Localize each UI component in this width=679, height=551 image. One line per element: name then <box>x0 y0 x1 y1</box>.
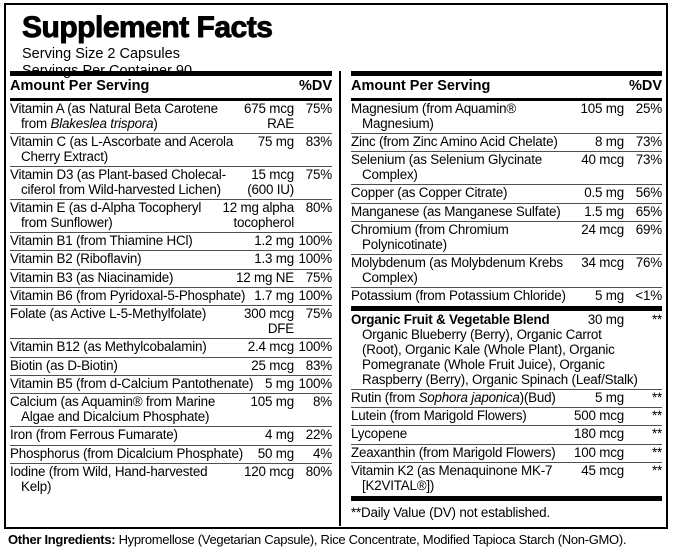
nutrient-name <box>351 153 577 183</box>
nutrient-dv: 73% <box>635 152 662 168</box>
nutrient-amount <box>581 102 624 117</box>
nutrient-name-text: Vitamin B12 (as Methylcobalamin) <box>10 339 207 355</box>
nutrient-amount-line1: 100 mcg <box>574 444 624 460</box>
nutrient-name <box>10 395 247 425</box>
nutrient-name <box>351 186 580 201</box>
nutrient-amount-line1: 5 mg <box>595 288 624 304</box>
nutrient-name-text: Vitamin D3 (as Plant-based Cholecal-ciferol from Wild-harvested Lichen) <box>10 166 226 197</box>
column-header <box>10 76 332 98</box>
nutrient-name-text: Zeaxanthin (from Marigold Flowers) <box>351 444 556 460</box>
nutrient-amount <box>595 289 624 304</box>
dv-header-label: %DV <box>298 78 332 94</box>
nutrient-row <box>10 232 332 250</box>
nutrient-amount-line1: 40 mcg <box>581 152 624 168</box>
nutrient-name <box>10 447 254 462</box>
nutrient-amount-line1: 34 mcg <box>581 254 624 270</box>
nutrient-dv: 80% <box>305 200 332 216</box>
nutrient-name <box>351 256 577 286</box>
nutrient-amount-line1: 2.4 mcg <box>247 339 294 355</box>
nutrient-dv: 83% <box>305 357 332 373</box>
nutrient-dv: ** <box>651 444 662 460</box>
nutrient-amount-line2: RAE <box>267 115 294 131</box>
nutrient-name-text: Vitamin A (as Natural Beta Carotene from <box>10 100 218 131</box>
nutrient-name <box>10 340 244 355</box>
nutrient-row <box>351 101 662 133</box>
nutrient-name <box>10 307 240 322</box>
nutrient-amount-line1: 12 mg NE <box>236 269 294 285</box>
nutrient-dv: 22% <box>305 427 332 443</box>
nutrient-dv: 25% <box>635 100 662 116</box>
nutrient-amount <box>584 186 624 201</box>
nutrient-amount-line1: 300 mcg <box>244 306 294 322</box>
nutrient-amount-line1: 675 mcg <box>244 100 294 116</box>
nutrient-row <box>351 425 662 443</box>
nutrient-amount-line1: 180 mcg <box>574 426 624 442</box>
nutrient-amount <box>574 446 624 461</box>
nutrient-row <box>10 287 332 305</box>
left-column <box>10 71 332 526</box>
nutrient-amount <box>574 427 624 442</box>
nutrient-amount-line2: (600 IU) <box>247 181 294 197</box>
other-ingredients-label: Other Ingredients: <box>8 532 116 547</box>
nutrient-row <box>10 463 332 496</box>
nutrient-name-text: Copper (as Copper Citrate) <box>351 185 508 201</box>
nutrient-name-suffix: ) <box>153 115 158 131</box>
nutrient-name-text: Vitamin B1 (from Thiamine HCl) <box>10 233 193 249</box>
nutrient-name <box>10 234 250 249</box>
nutrient-amount <box>248 340 294 355</box>
nutrient-amount <box>251 395 294 410</box>
nutrient-amount <box>254 289 294 304</box>
nutrient-name-text: Vitamin C (as L-Ascorbate and Acerola Cherry Extract) <box>10 133 234 164</box>
nutrient-dv: 100% <box>298 339 332 355</box>
nutrient-name <box>10 377 261 392</box>
nutrient-name-text: Vitamin B6 (from Pyridoxal-5-Phosphate) <box>10 288 246 304</box>
nutrient-name <box>10 102 240 132</box>
nutrient-name-text: Folate (as Active L-5-Methylfolate) <box>10 306 207 322</box>
nutrient-name <box>351 135 591 150</box>
nutrient-row <box>351 254 662 287</box>
nutrient-row <box>10 133 332 166</box>
nutrient-dv: 100% <box>298 288 332 304</box>
nutrient-amount-line1: 105 mg <box>580 100 624 116</box>
nutrient-row <box>351 151 662 184</box>
dv-header-label: %DV <box>628 78 662 94</box>
nutrient-dv: 75% <box>305 100 332 116</box>
nutrient-row <box>10 393 332 426</box>
nutrient-row <box>10 199 332 232</box>
nutrient-amount <box>236 271 294 286</box>
nutrient-row <box>10 101 332 133</box>
nutrient-amount <box>254 252 294 267</box>
nutrient-name <box>10 289 250 304</box>
nutrient-amount <box>584 205 624 220</box>
nutrient-name <box>351 427 570 442</box>
nutrient-amount <box>247 168 294 198</box>
nutrient-dv: 4% <box>313 445 332 461</box>
nutrient-dv: <1% <box>635 288 662 304</box>
nutrient-name-text: Iron (from Ferrous Fumarate) <box>10 427 178 443</box>
nutrient-amount-line1: 45 mcg <box>581 463 624 479</box>
nutrient-rows-group <box>351 101 662 306</box>
nutrient-name <box>10 428 261 443</box>
nutrient-dv: 100% <box>298 233 332 249</box>
nutrient-amount <box>258 135 294 150</box>
nutrient-row <box>10 166 332 199</box>
nutrient-row <box>351 312 662 388</box>
nutrient-name-text: Molybdenum (as Molybdenum Krebs Complex) <box>351 254 563 285</box>
nutrient-name <box>10 359 247 374</box>
nutrient-name <box>10 135 254 165</box>
nutrient-row <box>10 426 332 444</box>
nutrient-name <box>351 446 570 461</box>
nutrient-row <box>351 221 662 254</box>
nutrient-name-text: Magnesium (from Aquamin® Magnesium) <box>351 100 517 131</box>
nutrient-dv: 75% <box>305 306 332 322</box>
nutrient-name-italic: Blakeslea trispora <box>50 115 154 131</box>
nutrient-name-text: Manganese (as Manganese Sulfate) <box>351 203 561 219</box>
nutrient-name-text: Vitamin B5 (from d-Calcium Pantothenate) <box>10 376 254 392</box>
nutrient-dv: 80% <box>305 464 332 480</box>
nutrient-row <box>351 287 662 305</box>
nutrient-amount <box>581 464 624 479</box>
nutrient-name-text: Vitamin E (as d-Alpha Tocopheryl from Sunflower) <box>10 200 202 230</box>
nutrient-amount-line1: 50 mg <box>257 445 294 461</box>
nutrient-name <box>351 464 577 494</box>
separator-bar <box>351 496 662 501</box>
separator-bar <box>351 306 662 311</box>
nutrient-row <box>10 269 332 287</box>
nutrient-dv: 73% <box>635 133 662 149</box>
nutrient-rows-group <box>10 101 332 496</box>
nutrient-name <box>351 313 584 328</box>
nutrient-name-text: Vitamin B2 (Riboflavin) <box>10 251 142 267</box>
nutrient-row <box>10 445 332 463</box>
nutrient-amount <box>581 223 624 238</box>
nutrient-amount-line1: 4 mg <box>265 427 294 443</box>
blend-ingredients: Organic Blueberry (Berry), Organic Carrot (Root), Organic Kale (Whole Plant), Organic Pomegranate (Whole Fruit Juice), Organic Raspberry (Berry), Organic Spinach (Leaf/Stalk) <box>362 327 638 387</box>
nutrient-name <box>10 271 232 286</box>
nutrient-amount-line1: 25 mcg <box>251 357 294 373</box>
column-header <box>351 76 662 98</box>
nutrient-name <box>351 205 580 220</box>
nutrient-dv: 65% <box>635 203 662 219</box>
nutrient-amount <box>581 256 624 271</box>
nutrient-name-text: Zinc (from Zinc Amino Acid Chelate) <box>351 133 558 149</box>
nutrient-amount-line1: 1.7 mg <box>254 288 294 304</box>
nutrient-amount-line1: 75 mg <box>257 133 294 149</box>
nutrient-name-text: Chromium (from Chromium Polynicotinate) <box>351 221 509 252</box>
nutrient-amount <box>244 465 294 480</box>
nutrient-dv: 76% <box>635 254 662 270</box>
nutrient-name-text: Calcium (as Aquamin® from Marine Algae and Dicalcium Phosphate) <box>10 394 216 425</box>
nutrient-row <box>351 133 662 151</box>
nutrient-amount-line1: 1.2 mg <box>254 233 294 249</box>
nutrient-row <box>10 305 332 338</box>
nutrient-amount-line1: 120 mcg <box>244 464 294 480</box>
nutrient-amount-line1: 1.5 mg <box>584 203 624 219</box>
nutrient-name-text: Selenium (as Selenium Glycinate Complex) <box>351 152 543 182</box>
nutrient-dv: 83% <box>305 133 332 149</box>
nutrient-name <box>10 252 250 267</box>
nutrient-row <box>351 407 662 425</box>
nutrient-name <box>10 465 240 495</box>
nutrient-dv: 100% <box>298 376 332 392</box>
panel-title: Supplement Facts <box>22 11 273 44</box>
nutrient-amount <box>265 428 294 443</box>
nutrient-name-text: Lycopene <box>351 426 407 442</box>
nutrient-name-italic: Sophora japonica <box>418 389 520 405</box>
nutrient-amount <box>265 377 294 392</box>
nutrient-amount <box>588 313 624 328</box>
nutrient-amount <box>581 153 624 168</box>
column-divider <box>339 71 341 526</box>
nutrient-row <box>10 375 332 393</box>
nutrient-row <box>10 338 332 356</box>
nutrient-name-text: Phosphorus (from Dicalcium Phosphate) <box>10 445 243 461</box>
nutrient-dv: 8% <box>313 394 332 410</box>
nutrient-name <box>10 168 243 198</box>
nutrient-amount <box>258 447 294 462</box>
nutrient-amount-line1: 15 mcg <box>251 166 294 182</box>
nutrient-amount-line2: DFE <box>267 321 294 337</box>
nutrient-dv: 69% <box>635 221 662 237</box>
nutrient-name <box>351 391 591 406</box>
nutrient-name <box>351 102 577 132</box>
nutrient-row <box>351 462 662 495</box>
amount-per-serving-label: Amount Per Serving <box>10 78 150 94</box>
nutrient-name-suffix: )(Bud) <box>519 389 556 405</box>
nutrient-amount-line1: 500 mcg <box>574 408 624 424</box>
nutrient-amount-line1: 5 mg <box>595 389 624 405</box>
nutrient-amount <box>574 409 624 424</box>
nutrient-amount <box>244 307 294 337</box>
nutrient-name <box>10 201 218 231</box>
right-column <box>351 71 662 526</box>
nutrient-dv: ** <box>651 426 662 442</box>
nutrient-amount <box>595 391 624 406</box>
nutrient-dv: ** <box>651 408 662 424</box>
nutrient-amount-line1: 105 mg <box>250 394 294 410</box>
nutrient-amount <box>222 201 294 231</box>
nutrient-name-text: Rutin (from <box>351 389 419 405</box>
nutrient-name-text: Biotin (as D-Biotin) <box>10 357 118 373</box>
nutrient-name-text: Organic Fruit & Vegetable Blend <box>351 312 550 328</box>
nutrient-amount-line1: 24 mcg <box>581 221 624 237</box>
nutrient-dv: 75% <box>305 166 332 182</box>
nutrient-amount <box>254 234 294 249</box>
nutrient-amount-line1: 12 mg alpha <box>222 200 294 216</box>
serving-size: Serving Size 2 Capsules <box>22 46 180 62</box>
amount-per-serving-label: Amount Per Serving <box>351 78 491 94</box>
nutrient-name-text: Vitamin B3 (as Niacinamide) <box>10 269 174 285</box>
nutrient-amount-line1: 1.3 mg <box>254 251 294 267</box>
nutrient-row <box>351 444 662 462</box>
nutrient-name <box>351 289 591 304</box>
nutrient-name-text: Lutein (from Marigold Flowers) <box>351 408 527 424</box>
nutrient-name <box>351 223 577 253</box>
nutrient-row <box>10 250 332 268</box>
nutrient-dv: 100% <box>298 251 332 267</box>
nutrient-amount <box>251 359 294 374</box>
nutrient-row <box>351 184 662 202</box>
nutrient-amount-line1: 5 mg <box>265 376 294 392</box>
nutrient-amount <box>595 135 624 150</box>
nutrient-name-text: Iodine (from Wild, Hand-harvested Kelp) <box>10 464 208 494</box>
nutrient-name-text: Vitamin K2 (as Menaquinone MK-7 [K2VITAL®]) <box>351 463 553 493</box>
nutrient-rows-group <box>351 312 662 495</box>
nutrient-row <box>351 389 662 407</box>
nutrient-dv: ** <box>651 389 662 405</box>
nutrient-row <box>351 203 662 221</box>
nutrient-dv: 75% <box>305 269 332 285</box>
nutrient-amount-line1: 8 mg <box>595 133 624 149</box>
daily-value-footnote: **Daily Value (DV) not established. <box>351 505 550 521</box>
other-ingredients-text: Hypromellose (Vegetarian Capsule), Rice Concentrate, Modified Tapioca Starch (Non-GMO). <box>115 532 627 547</box>
nutrient-amount-line1: 0.5 mg <box>584 185 624 201</box>
nutrient-dv: ** <box>651 463 662 479</box>
other-ingredients <box>8 532 626 547</box>
nutrient-dv: ** <box>651 312 662 328</box>
nutrient-amount <box>244 102 294 132</box>
nutrient-amount-line1: 30 mg <box>587 312 624 328</box>
nutrient-row <box>10 357 332 375</box>
nutrient-name <box>351 409 570 424</box>
nutrient-dv: 56% <box>635 185 662 201</box>
nutrient-amount-line2: tocopherol <box>233 214 294 230</box>
nutrient-columns <box>10 71 662 526</box>
nutrient-name-text: Potassium (from Potassium Chloride) <box>351 288 566 304</box>
